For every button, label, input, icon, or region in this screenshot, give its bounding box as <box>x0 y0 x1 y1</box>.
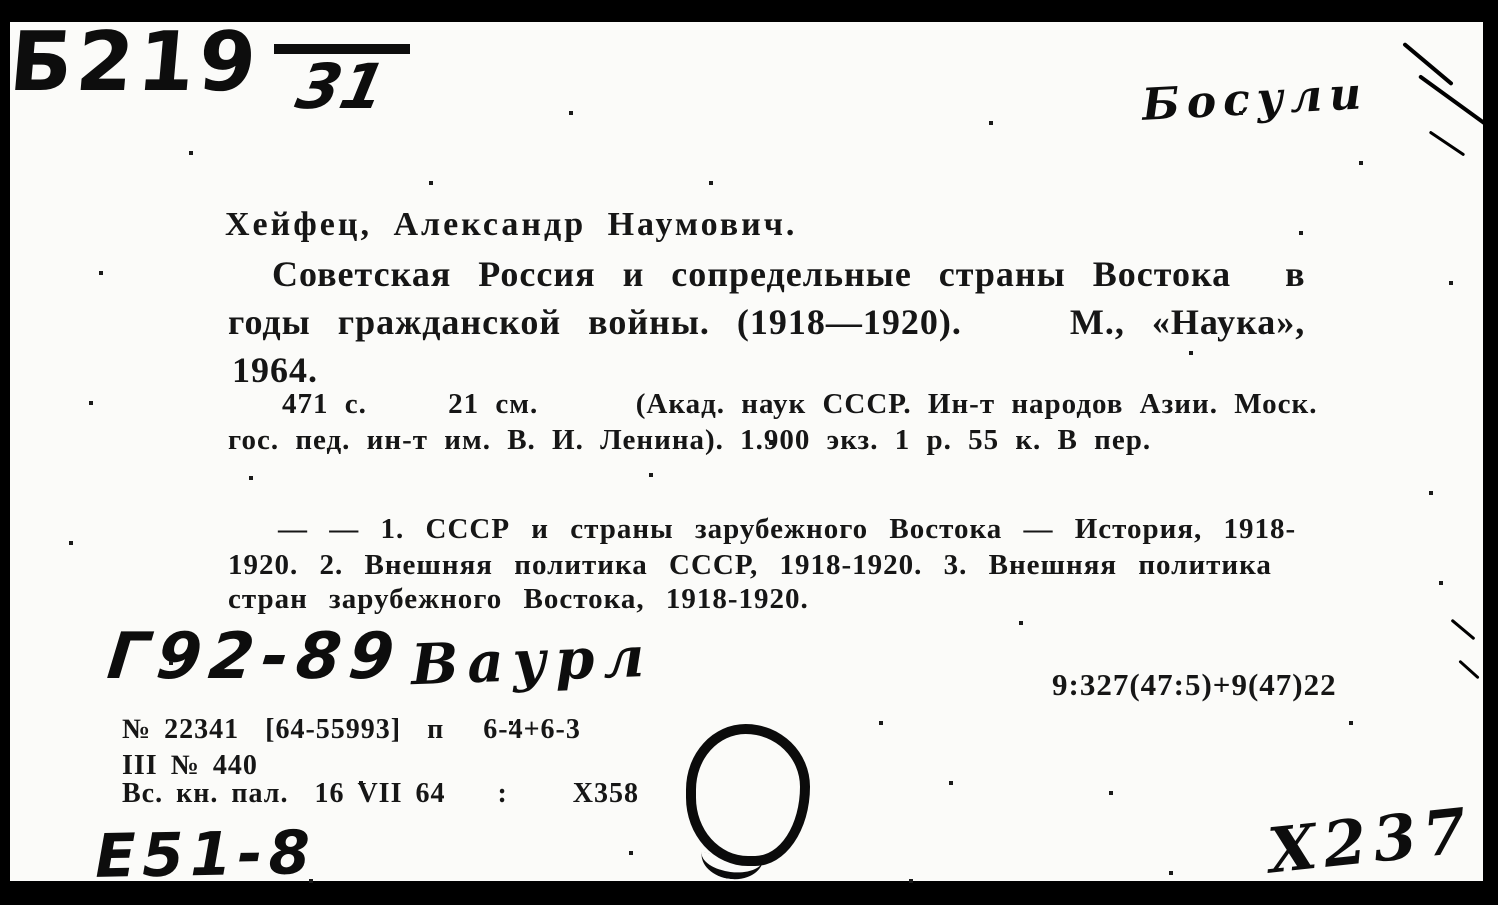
title-line: годы гражданской войны. (1918—1920). М., «Наука», <box>228 302 1306 342</box>
card-paper <box>5 15 1483 892</box>
title-line: Советская Россия и сопредельные страны Востока в <box>272 254 1306 294</box>
handwritten-signature: Ваурл <box>410 623 655 699</box>
scan-scratch <box>1458 660 1479 680</box>
record-chamber-line: Вс. кн. пал. 16 VII 64 : Х358 <box>122 778 640 809</box>
handwritten-top-right-note: Босули <box>1140 68 1370 131</box>
hand-drawn-circle-mark <box>686 724 810 866</box>
title-year: 1964. <box>232 350 318 390</box>
tracing-line: стран зарубежного Востока, 1918-1920. <box>228 583 809 615</box>
handwritten-bottom-right-code: Х237 <box>1264 793 1477 888</box>
handwritten-shelf-row <box>104 620 655 699</box>
scan-scratch <box>1429 131 1465 157</box>
tracing-line: — — 1. СССР и страны зарубежного Востока — История, 1918- <box>278 513 1297 545</box>
record-number-line: № 22341 [64-55993] п 6-4+6-3 <box>122 714 581 745</box>
classification-number: 9:327(47:5)+9(47)22 <box>1052 667 1337 702</box>
record-series-line: III № 440 <box>122 750 258 781</box>
scan-noise <box>10 22 12 24</box>
handwritten-bottom-left-code: Е51-8 <box>94 818 317 892</box>
tracing-line: 1920. 2. Внешняя политика СССР, 1918-1920. 3. Внешняя политика <box>228 549 1272 581</box>
call-number-fraction-bar <box>274 44 410 123</box>
call-number-main: Б219 <box>5 15 264 110</box>
author-heading: Хейфец, Александр Наумович. <box>225 206 798 243</box>
collation-line: гос. пед. ин-т им. В. И. Ленина). 1.900 экз. 1 р. 55 к. В пер. <box>228 424 1152 456</box>
handwritten-shelf-code: Г92-89 <box>104 620 406 694</box>
call-number-denominator: 31 <box>290 50 392 123</box>
collation-line: 471 с. 21 см. (Акад. наук СССР. Ин-т народов Азии. Моск. <box>282 388 1318 420</box>
scan-scratch <box>1451 619 1476 641</box>
